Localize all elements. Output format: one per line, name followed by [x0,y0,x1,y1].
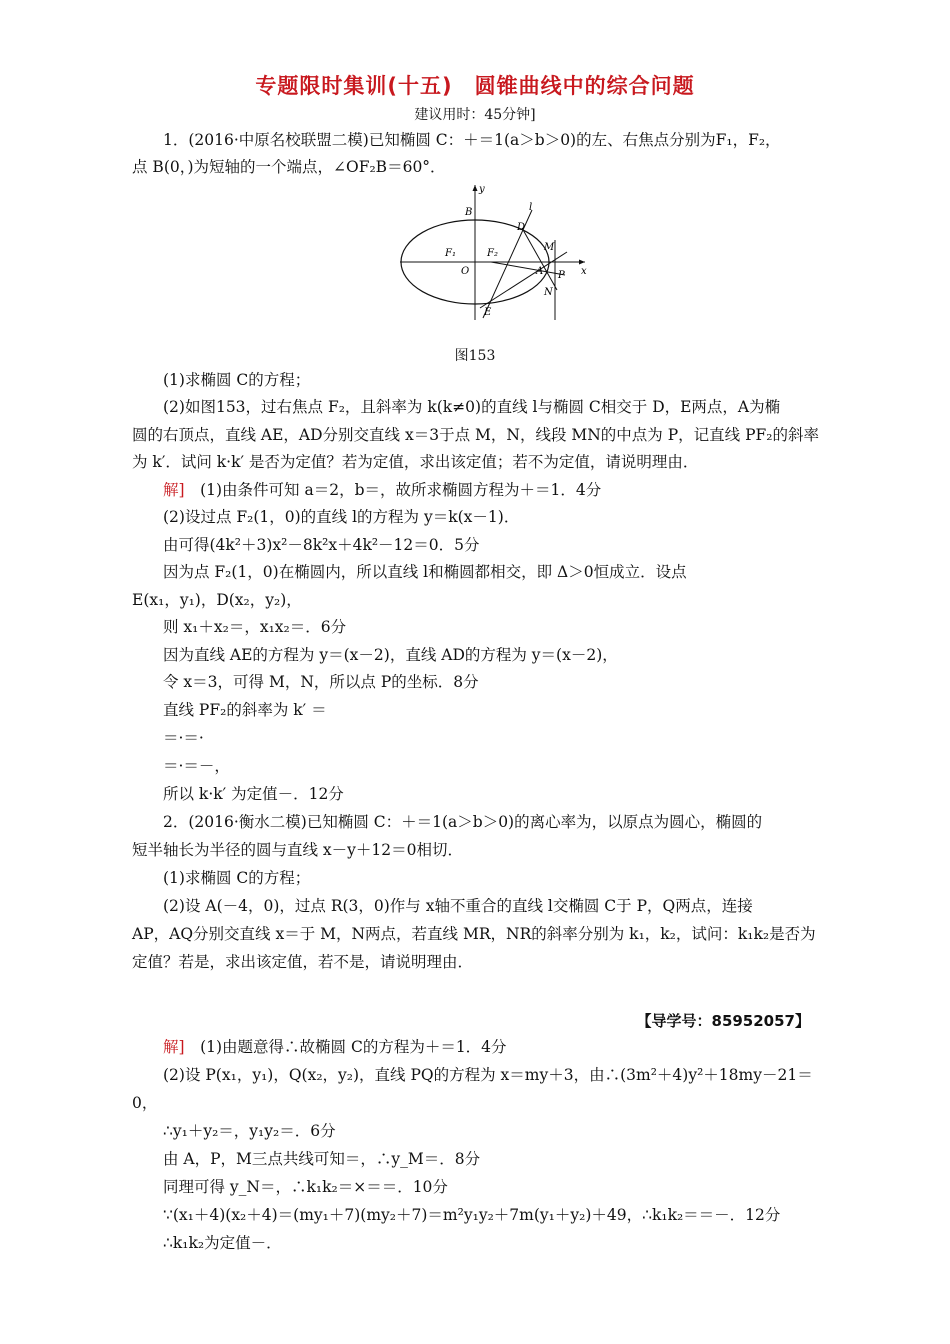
label-f2: F₂ [487,248,498,259]
page-title: 专题限时集训(十五) 圆锥曲线中的综合问题 [255,74,695,98]
label-o: O [461,266,470,277]
problem1-question2-line3: 为 k′．试问 k·k′ 是否为定值？若为定值，求出该定值；若不为定值，请说明理由． [132,453,699,471]
problem1-solution-line11: ＝·＝－， [163,757,230,775]
problem1-solution-line4: 因为点 F₂(1，0)在椭圆内，所以直线 l和椭圆都相交，即 Δ＞0恒成立．设点 [163,563,687,581]
problem2-solution-line1 [163,1037,507,1057]
problem1-solution-line7: 因为直线 AE的方程为 y＝(x－2)，直线 AD的方程为 y＝(x－2)， [163,646,618,664]
problem1-solution-line10: ＝·＝· [163,729,204,747]
problem1-solution-line3: 由可得(4k²＋3)x²－8k²x＋4k²－12＝0．5分 [163,536,480,554]
label-l: l [529,202,533,213]
problem2-solution-line5: 由 A，P，M三点共线可知＝，∴y_M＝．8分 [163,1150,481,1168]
ellipse-figure [395,180,595,330]
problem2-question2-line2: AP，AQ分别交直线 x＝于 M，N两点，若直线 MR，NR的斜率分别为 k₁，k₂，试问：k₁k₂是否为 [132,925,816,943]
label-p: P [558,270,565,281]
line-ad [522,228,557,290]
problem1-solution-line8: 令 x＝3，可得 M，N，所以点 P的坐标．8分 [163,673,479,691]
label-d: D [517,222,526,233]
solution-label: 解] [163,481,185,499]
label-n: N [544,287,553,298]
problem2-solution-line8: ∴k₁k₂为定值－． [163,1234,282,1252]
problem2-question2-line1: (2)设 A(－4，0)，过点 R(3，0)作与 x轴不重合的直线 l交椭圆 C于 P，Q两点，连接 [163,897,753,915]
problem2-solution-line6: 同理可得 y_N＝，∴k₁k₂＝×＝＝．10分 [163,1178,448,1196]
label-e: E [484,307,492,318]
problem2-question2-line3: 定值？若是，求出该定值，若不是，请说明理由． [132,953,474,971]
line-ae [480,252,567,308]
problem1-solution-line6: 则 x₁＋x₂＝，x₁x₂＝．6分 [163,618,347,636]
problem1-question1: (1)求椭圆 C的方程； [163,371,311,389]
problem2-solution-line3: 0， [132,1094,158,1112]
suggested-time: 建议用时：45分钟] [414,107,536,123]
problem1-solution-line12: 所以 k·k′ 为定值－．12分 [163,785,344,803]
solution-label: 解] [163,1038,185,1056]
solution-text: (1)由条件可知 a＝2，b＝，故所求椭圆方程为＋＝1．4分 [200,481,602,499]
problem1-question2-line2: 圆的右顶点，直线 AE，AD分别交直线 x＝3于点 M，N，线段 MN的中点为 P，记直线 PF₂的斜率 [132,426,819,444]
problem2-solution-line4: ∴y₁＋y₂＝，y₁y₂＝．6分 [163,1122,336,1140]
problem1-solution-line1 [163,480,601,500]
problem2-statement-line2: 短半轴长为半径的圆与直线 x－y＋12＝0相切． [132,841,464,859]
problem1-solution-line9: 直线 PF₂的斜率为 k′ ＝ [163,701,327,719]
solution-text: (1)由题意得∴故椭圆 C的方程为＋＝1．4分 [200,1038,507,1056]
problem2-statement-line1: 2．(2016·衡水二模)已知椭圆 C：＋＝1(a＞b＞0)的离心率为，以原点为圆心，椭圆的 [163,813,763,831]
label-x: x [581,266,587,277]
problem2-solution-line2: (2)设 P(x₁，y₁)，Q(x₂，y₂)，直线 PQ的方程为 x＝my＋3，由∴(3m²＋4)y²＋18my－21＝ [163,1066,813,1084]
label-y: y [479,184,485,195]
problem2-question1: (1)求椭圆 C的方程； [163,869,311,887]
figure-caption: 图153 [454,348,496,364]
problem1-solution-line2: (2)设过点 F₂(1，0)的直线 l的方程为 y＝k(x－1)． [163,508,520,526]
problem2-solution-line7: ∵(x₁＋4)(x₂＋4)＝(my₁＋7)(my₂＋7)＝m²y₁y₂＋7m(y₁＋y₂)＋49，∴k₁k₂＝＝－．12分 [163,1206,781,1224]
problem1-statement-line2: 点 B(0，)为短轴的一个端点，∠OF₂B＝60°． [132,158,446,176]
problem1-solution-line5: E(x₁，y₁)，D(x₂，y₂)， [132,591,302,609]
problem1-question2-line1: (2)如图153，过右焦点 F₂，且斜率为 k(k≠0)的直线 l与椭圆 C相交于 D，E两点，A为椭 [163,398,781,416]
y-axis-arrow [473,185,478,191]
guide-number: 【导学号：85952057】 [636,1012,810,1030]
problem1-statement-line1: 1．(2016·中原名校联盟二模)已知椭圆 C：＋＝1(a＞b＞0)的左、右焦点分别为F₁，F₂， [163,131,781,149]
label-f1: F₁ [445,248,456,259]
label-a: A [536,266,544,277]
line-pf2 [491,262,565,275]
label-m: M [544,242,555,253]
label-b: B [465,207,473,218]
x-axis-arrow [579,260,585,265]
